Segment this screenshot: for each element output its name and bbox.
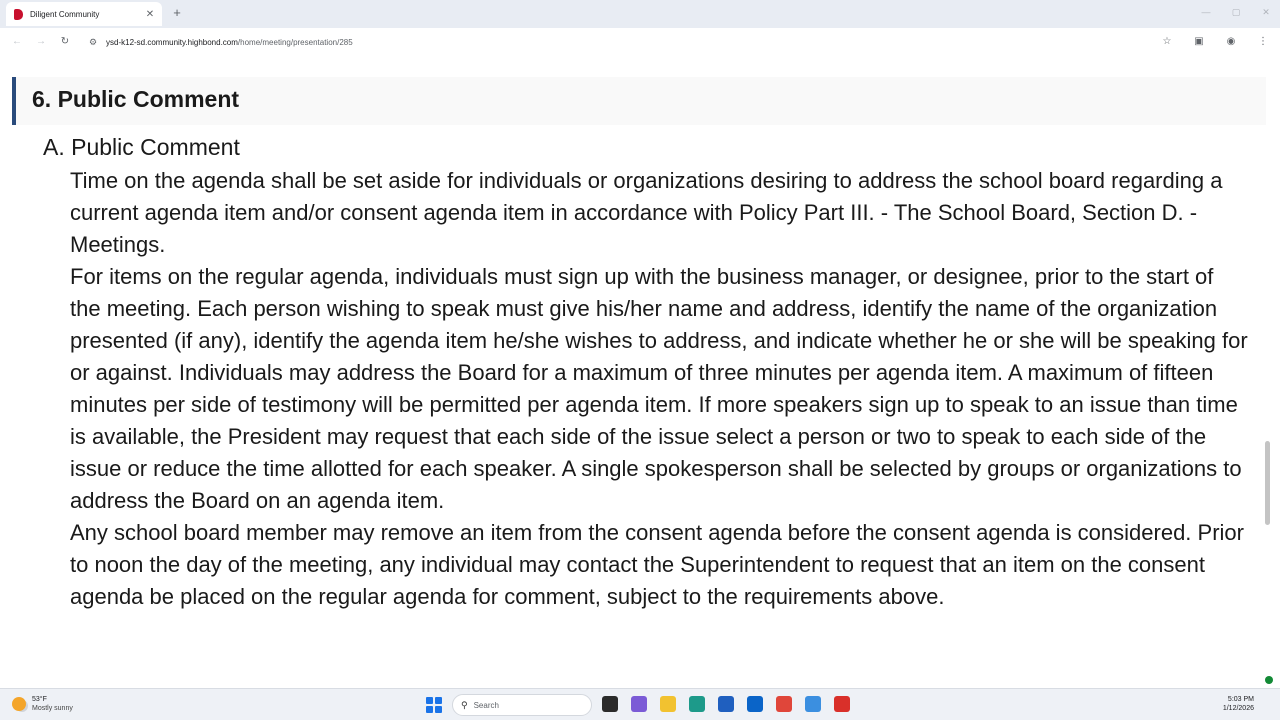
notification-dot-icon [1265,676,1273,684]
windows-taskbar [0,688,1280,720]
paragraph-2: For items on the regular agenda, individuals must sign up with the business manager, or designee, prior to the start of the meeting. Each person wishing to speak must give his/her name and address, identify the name of the organization presented (if any), identify the agenda item he/she wishes to address, and indicate whether he or she will be speaking for or against. Individuals may address the Board for a maximum of three minutes per agenda item. A maximum of fifteen minutes per side of testimony will be permitted per agenda item. If more speakers sign up to speak to an issue than time is available, the President may request that each side of the issue select a person or two to speak to each side of the issue or reduce the time allotted for each speaker. A single spokesperson shall be selected by groups or organizations to address the Board on an agenda item. [70,264,1248,513]
section-title: 6. Public Comment [32,86,240,112]
tab-close-icon[interactable]: ✕ [145,8,155,20]
folder-icon[interactable] [660,696,676,712]
bookmark-star-icon[interactable]: ☆ [1162,36,1172,47]
app-blue-icon[interactable] [805,696,821,712]
sun-cloud-icon [12,697,26,711]
tab-diligent-community[interactable] [6,2,162,26]
agenda-item-title: A. Public Comment [43,134,240,160]
start-button[interactable] [426,697,442,713]
acrobat-icon[interactable] [834,696,850,712]
paragraph-3: Any school board member may remove an item from the consent agenda before the consent agenda is considered. Prior to noon the day of the meeting, any individual may contact the Superintendent to request that an item on the consent agenda be placed on the regular agenda for comment, subject to the requirements above. [70,520,1244,609]
edge-icon[interactable] [689,696,705,712]
profile-icon[interactable]: ◉ [1226,36,1236,47]
reading-list-icon[interactable]: ▣ [1194,36,1204,47]
new-tab-button[interactable]: + [173,5,181,20]
tab-bar [0,0,1280,28]
outlook-icon[interactable] [747,696,763,712]
scrollbar-thumb[interactable] [1265,441,1270,525]
weather-desc: Mostly sunny [32,705,73,712]
close-window-icon[interactable]: ✕ [1262,7,1270,17]
diligent-favicon-icon [14,9,23,20]
url-host: ysd-k12-sd.community.highbond.com [106,37,238,47]
system-clock[interactable] [1223,695,1254,713]
maximize-icon[interactable]: ▢ [1231,7,1241,17]
weather-temp: 53°F [32,696,47,703]
url-path: /home/meeting/presentation/285 [237,37,353,47]
file-explorer-dark-icon[interactable] [602,696,618,712]
chrome-icon[interactable] [776,696,792,712]
taskbar-search[interactable] [452,694,592,716]
site-info-icon[interactable]: ⚙ [88,37,98,47]
clock-date: 1/12/2026 [1222,705,1254,712]
menu-icon[interactable]: ⋮ [1258,36,1268,47]
search-placeholder: Search [473,700,499,710]
reload-icon[interactable]: ↻ [60,36,70,47]
agenda-item-body [70,165,1250,613]
back-icon[interactable]: ← [12,36,22,47]
minimize-icon[interactable]: — [1201,7,1211,17]
forward-icon[interactable]: → [36,36,46,47]
taskbar-apps [602,696,850,712]
page-content [0,56,1280,686]
clock-time: 5:03 PM [1227,696,1254,703]
weather-widget[interactable] [12,695,73,713]
tab-title: Diligent Community [30,9,100,19]
address-bar[interactable] [106,38,1160,47]
paragraph-1: Time on the agenda shall be set aside for individuals or organizations desiring to address the school board regarding a current agenda item and/or consent agenda item in accordance with Policy Part III. - The School Board, Section D. - Meetings. [70,168,1223,257]
window-controls [1200,6,1272,18]
section-header [12,77,1266,125]
search-icon: ⚲ [461,699,468,710]
photos-icon[interactable] [631,696,647,712]
store-icon[interactable] [718,696,734,712]
browser-toolbar [0,28,1280,56]
